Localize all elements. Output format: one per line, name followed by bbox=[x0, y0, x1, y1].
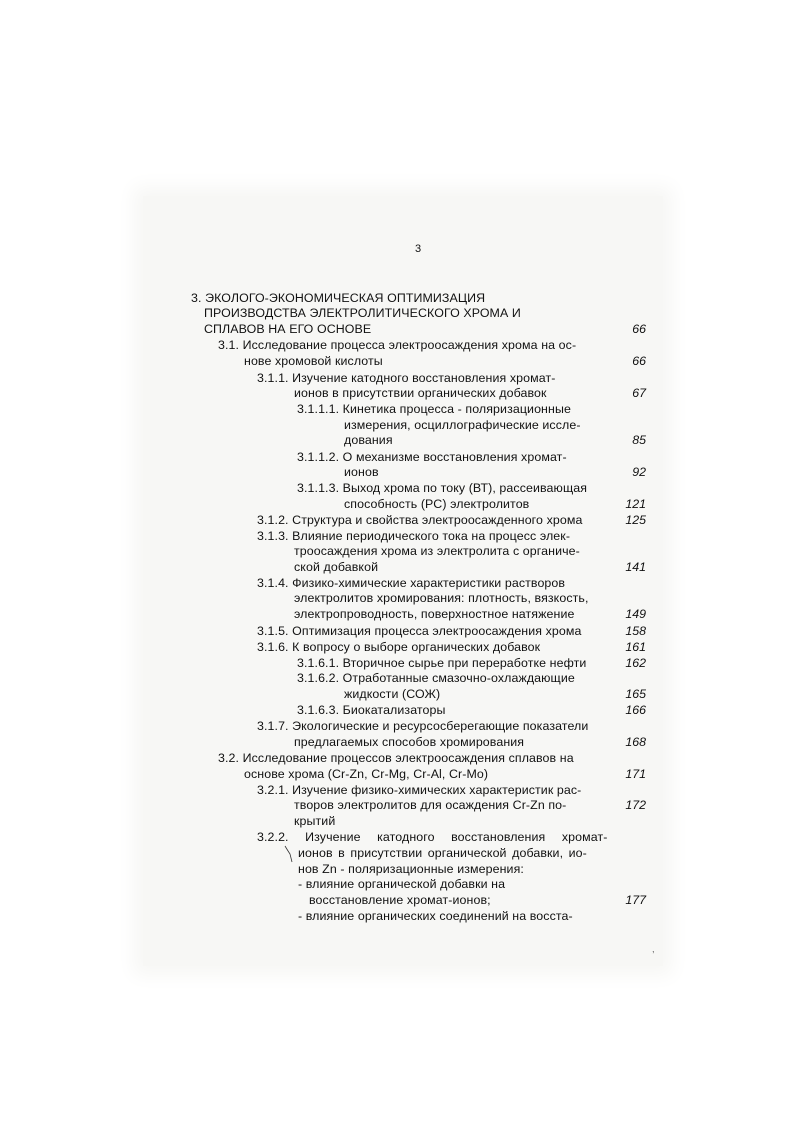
toc-3-1-6-2-line-2: жидкости (СОЖ) bbox=[344, 687, 441, 701]
page-number: 3 bbox=[414, 243, 422, 255]
toc-3-1-1-3-line-1: 3.1.1.3. Выход хрома по току (ВТ), рассеивающая bbox=[297, 481, 588, 495]
toc-3-1-1-2-line-2: ионов bbox=[344, 465, 379, 479]
toc-chapter-3-line-1: 3. ЭКОЛОГО-ЭКОНОМИЧЕСКАЯ ОПТИМИЗАЦИЯ bbox=[191, 291, 486, 305]
toc-3-1-3-line-1: 3.1.3. Влияние периодического тока на процесс элек- bbox=[257, 529, 571, 543]
toc-3-2-line-2: основе хрома (Cr-Zn, Cr-Mg, Cr-Al, Cr-Mo) bbox=[244, 767, 489, 781]
toc-3-1-2-page[interactable]: 125 bbox=[625, 513, 646, 527]
toc-3-1-7-page[interactable]: 168 bbox=[625, 735, 646, 749]
toc-3-2-2-line-5: восстановление хромат-ионов; bbox=[309, 893, 491, 907]
toc-3-1-7-line-2: предлагаемых способов хромирования bbox=[294, 735, 525, 749]
toc-3-2-2-line-1-text: 3.2.2. Изучение катодного восстановления хромат- bbox=[257, 830, 608, 844]
toc-3-2-page[interactable]: 171 bbox=[625, 767, 646, 781]
toc-3-1-1-2-page[interactable]: 92 bbox=[632, 465, 646, 479]
toc-chapter-3-page[interactable]: 66 bbox=[632, 322, 646, 336]
toc-3-1-6-1-page[interactable]: 162 bbox=[625, 656, 646, 670]
toc-3-2-2-line-3: нов Zn - поляризационные измерения: bbox=[298, 862, 524, 876]
toc-3-1-6-line-1: 3.1.6. К вопросу о выборе органических добавок bbox=[257, 640, 541, 654]
toc-3-1-3-page[interactable]: 141 bbox=[625, 560, 646, 574]
toc-3-2-1-line-2: творов электролитов для осаждения Cr-Zn по- bbox=[294, 798, 567, 812]
toc-3-1-7-line-1: 3.1.7. Экологические и ресурсосберегающие показатели bbox=[257, 719, 589, 733]
toc-3-1-3-line-2: троосаждения хрома из электролита с органиче- bbox=[294, 544, 580, 558]
toc-3-1-4-line-2: электролитов хромирования: плотность, вязкость, bbox=[294, 591, 589, 605]
toc-3-1-4-line-3: электропроводность, поверхностное натяжение bbox=[294, 607, 575, 621]
toc-3-1-2-line-1: 3.1.2. Структура и свойства электроосажденного хрома bbox=[257, 513, 583, 527]
toc-3-1-1-3-line-2: способность (РС) электролитов bbox=[344, 497, 530, 511]
toc-3-1-page[interactable]: 66 bbox=[632, 354, 646, 368]
toc-3-2-2-line-4: - влияние органической добавки на bbox=[298, 877, 506, 891]
pen-mark bbox=[284, 845, 294, 863]
toc-3-1-1-line-2: ионов в присутствии органических добавок bbox=[294, 386, 547, 400]
toc-3-1-1-line-1: 3.1.1. Изучение катодного восстановления хромат- bbox=[257, 371, 556, 385]
toc-3-1-1-1-page[interactable]: 85 bbox=[632, 433, 646, 447]
toc-3-2-1-page[interactable]: 172 bbox=[625, 798, 646, 812]
toc-3-1-1-3-page[interactable]: 121 bbox=[625, 497, 646, 511]
toc-3-2-2-line-1 bbox=[257, 830, 606, 845]
toc-chapter-3-line-3: СПЛАВОВ НА ЕГО ОСНОВЕ bbox=[204, 322, 372, 336]
toc-3-1-6-3-page[interactable]: 166 bbox=[625, 703, 646, 717]
toc-chapter-3-line-2: ПРОИЗВОДСТВА ЭЛЕКТРОЛИТИЧЕСКОГО ХРОМА И bbox=[204, 306, 521, 320]
toc-3-1-1-1-line-3: дования bbox=[344, 433, 393, 447]
toc-3-1-5-line-1: 3.1.5. Оптимизация процесса электроосаждения хрома bbox=[257, 624, 582, 638]
toc-3-1-1-2-line-1: 3.1.1.2. О механизме восстановления хромат- bbox=[297, 450, 567, 464]
toc-3-1-1-page[interactable]: 67 bbox=[632, 386, 646, 400]
scan-speck: , bbox=[652, 944, 655, 954]
toc-3-1-line-2: нове хромовой кислоты bbox=[244, 354, 383, 368]
toc-3-1-6-3-line-1: 3.1.6.3. Биокатализаторы bbox=[297, 703, 446, 717]
toc-3-1-1-1-line-2: измерения, осциллографические иссле- bbox=[344, 418, 581, 432]
toc-3-1-6-page[interactable]: 161 bbox=[625, 640, 646, 654]
toc-3-1-1-1-line-1: 3.1.1.1. Кинетика процесса - поляризационные bbox=[297, 402, 571, 416]
toc-3-2-2-line-6: - влияние органических соединений на восста- bbox=[298, 909, 573, 923]
toc-3-1-line-1: 3.1. Исследование процесса электроосаждения хрома на ос- bbox=[218, 338, 577, 352]
toc-3-1-4-page[interactable]: 149 bbox=[625, 607, 646, 621]
toc-3-1-4-line-1: 3.1.4. Физико-химические характеристики растворов bbox=[257, 576, 566, 590]
toc-3-1-6-1-line-1: 3.1.6.1. Вторичное сырье при переработке нефти bbox=[297, 656, 587, 670]
toc-3-2-2-line-2: ионов в присутствии органической добавки, ио- bbox=[298, 846, 587, 860]
toc-3-1-3-line-3: ской добавкой bbox=[294, 560, 379, 574]
toc-3-2-line-1: 3.2. Исследование процессов электроосаждения сплавов на bbox=[218, 751, 574, 765]
toc-3-2-1-line-3: крытий bbox=[294, 814, 336, 828]
toc-3-1-5-page[interactable]: 158 bbox=[625, 624, 646, 638]
toc-3-1-6-2-page[interactable]: 165 bbox=[625, 687, 646, 701]
toc-3-2-2-page[interactable]: 177 bbox=[625, 893, 646, 907]
toc-3-1-6-2-line-1: 3.1.6.2. Отработанные смазочно-охлаждающие bbox=[297, 671, 575, 685]
toc-3-2-1-line-1: 3.2.1. Изучение физико-химических характеристик рас- bbox=[257, 783, 582, 797]
